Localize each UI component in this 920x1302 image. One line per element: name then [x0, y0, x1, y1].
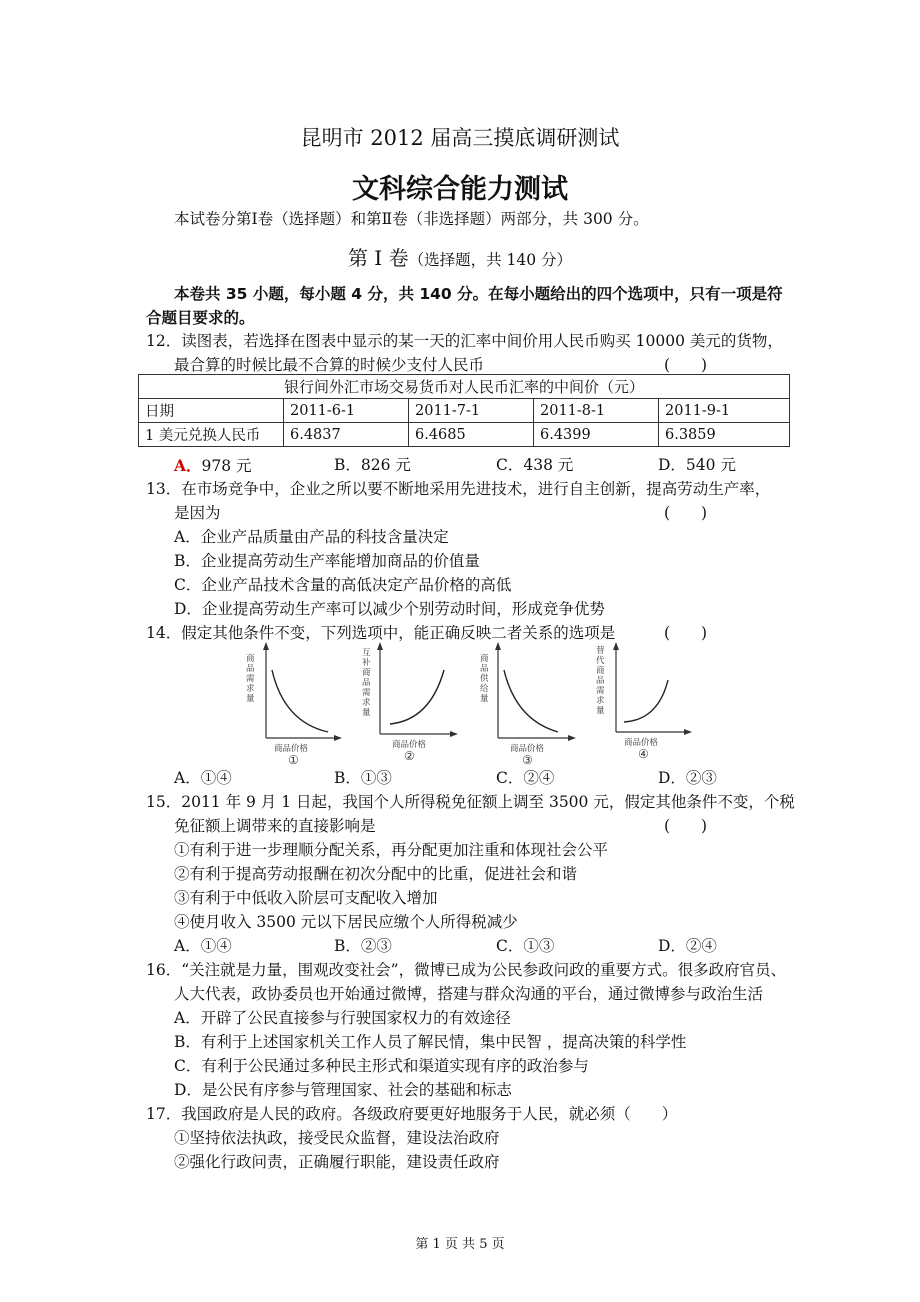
q15-option-c: C．①③ — [496, 937, 555, 955]
paper-title: 文科综合能力测试 — [352, 174, 568, 205]
q14-stem: 14．假定其他条件不变，下列选项中，能正确反映二者关系的选项是 — [146, 624, 616, 642]
table-cell: 6.4399 — [534, 423, 659, 447]
q15-option-d: D．②④ — [658, 937, 717, 955]
q15-statement-3: ③有利于中低收入阶层可支配收入增加 — [174, 889, 438, 907]
table-caption-row — [139, 375, 790, 399]
q16-option-b: B．有利于上述国家机关工作人员了解民情，集中民智 ，提高决策的科学性 — [174, 1033, 687, 1051]
graph-3-curve — [504, 670, 558, 732]
instructions-line-1: 本卷共 35 小题，每小题 4 分，共 140 分。在每小题给出的四个选项中，只有一项是符 — [174, 285, 783, 303]
graph-2-ylabel: 互补商品需求量 — [362, 648, 371, 718]
instructions-line-2: 合题目要求的。 — [146, 309, 255, 327]
q12-option-a-letter: A． — [174, 456, 202, 475]
q12-option-a-text: 978 元 — [201, 457, 252, 475]
q15-option-a: A．①④ — [174, 937, 232, 955]
q16-stem-line-2: 人大代表，政协委员也开始通过微博，搭建与群众沟通的平台，通过微博参与政治生活 — [174, 985, 764, 1003]
graph-1-xlabel: 商品价格 — [274, 744, 309, 754]
table-cell: 2011-6-1 — [284, 399, 409, 423]
graph-3-number: ③ — [522, 753, 533, 767]
graph-1 — [244, 640, 344, 768]
q17-statement-2: ②强化行政问责，正确履行职能，建设责任政府 — [174, 1153, 500, 1171]
q15-statement-4: ④使月收入 3500 元以下居民应缴个人所得税减少 — [174, 913, 518, 931]
table-cell: 1 美元兑换人民币 — [139, 423, 284, 447]
table-cell: 6.4685 — [409, 423, 534, 447]
graph-1-curve — [272, 670, 328, 732]
intro-text: 本试卷分第Ⅰ卷（选择题）和第Ⅱ卷（非选择题）两部分，共 300 分。 — [174, 210, 649, 228]
q12-option-d: D．540 元 — [658, 456, 736, 474]
q13-option-d: D．企业提高劳动生产率可以减少个别劳动时间，形成竞争优势 — [174, 600, 605, 618]
q16-option-d: D．是公民有序参与管理国家、社会的基础和标志 — [174, 1081, 512, 1099]
table-row — [139, 423, 790, 447]
q12-option-a — [174, 458, 252, 475]
graph-2-xlabel: 商品价格 — [392, 740, 427, 750]
table-caption: 银行间外汇市场交易货币对人民币汇率的中间价（元） — [139, 375, 790, 399]
table-cell: 6.3859 — [659, 423, 790, 447]
graph-4-curve — [624, 680, 668, 722]
q16-option-a: A．开辟了公民直接参与行驶国家权力的有效途径 — [174, 1009, 511, 1027]
q16-option-c: C．有利于公民通过多种民主形式和渠道实现有序的政治参与 — [174, 1057, 589, 1075]
graph-2-number: ② — [404, 749, 415, 763]
table-cell: 2011-8-1 — [534, 399, 659, 423]
q12-option-c: C．438 元 — [496, 456, 574, 474]
graph-1-number: ① — [288, 753, 299, 767]
q12-stem-line-2: 最合算的时候比最不合算的时候少支付人民币 — [174, 356, 485, 374]
q13-answer-paren: ( ) — [664, 504, 708, 522]
table-cell: 2011-9-1 — [659, 399, 790, 423]
section-subtitle: （选择题，共 140 分） — [408, 251, 573, 269]
q15-statement-1: ①有利于进一步理顺分配关系，再分配更加注重和体现社会公平 — [174, 841, 609, 859]
q14-option-c: C．②④ — [496, 769, 555, 787]
table-cell: 日期 — [139, 399, 284, 423]
q13-stem-line-2: 是因为 — [174, 504, 221, 522]
exam-title: 昆明市 2012 届高三摸底调研测试 — [300, 126, 620, 150]
q14-option-b: B．①③ — [334, 769, 392, 787]
exchange-rate-table — [138, 374, 790, 447]
q12-answer-paren: ( ) — [664, 356, 708, 374]
q15-stem-line-1: 15．2011 年 9 月 1 日起，我国个人所得税免征额上调至 3500 元，假定其他条件不变，个税 — [146, 793, 795, 811]
q15-answer-paren: ( ) — [664, 817, 708, 835]
page-number: 第 1 页 共 5 页 — [415, 1237, 505, 1252]
q13-option-c: C．企业产品技术含量的高低决定产品价格的高低 — [174, 576, 512, 594]
q14-option-d: D．②③ — [658, 769, 717, 787]
q15-statement-2: ②有利于提高劳动报酬在初次分配中的比重，促进社会和谐 — [174, 865, 578, 883]
graph-4-xlabel: 商品价格 — [624, 738, 659, 748]
graph-3 — [478, 640, 578, 768]
q14-answer-paren: ( ) — [664, 624, 708, 642]
table-header-row — [139, 399, 790, 423]
table-cell: 6.4837 — [284, 423, 409, 447]
q17-stem: 17．我国政府是人民的政府。各级政府要更好地服务于人民，就必须（ ） — [146, 1105, 678, 1123]
q13-option-b: B．企业提高劳动生产率能增加商品的价值量 — [174, 552, 480, 570]
q16-stem-line-1: 16．“关注就是力量，围观改变社会”，微博已成为公民参政问政的重要方式。很多政府官员、 — [146, 961, 787, 979]
graph-4-number: ④ — [638, 747, 649, 761]
graph-2 — [360, 640, 460, 768]
q15-stem-line-2: 免征额上调带来的直接影响是 — [174, 817, 376, 835]
section-title: 第 Ⅰ 卷 — [347, 246, 409, 270]
q12-stem-line-1: 12．读图表，若选择在图表中显示的某一天的汇率中间价用人民币购买 10000 美元的货物， — [146, 332, 783, 350]
graph-4 — [594, 640, 694, 768]
graph-3-xlabel: 商品价格 — [510, 744, 545, 754]
q14-option-a: A．①④ — [174, 769, 232, 787]
graph-4-ylabel: 替代商品需求量 — [596, 646, 605, 716]
graph-1-ylabel: 商品需求量 — [246, 654, 255, 704]
table-cell: 2011-7-1 — [409, 399, 534, 423]
q15-option-b: B．②③ — [334, 937, 392, 955]
q17-statement-1: ①坚持依法执政，接受民众监督，建设法治政府 — [174, 1129, 500, 1147]
q12-option-b: B．826 元 — [334, 456, 411, 474]
q13-stem-line-1: 13．在市场竞争中，企业之所以要不断地采用先进技术，进行自主创新，提高劳动生产率， — [146, 480, 771, 498]
graph-3-ylabel: 商品供给量 — [480, 654, 489, 704]
graph-2-curve — [390, 670, 444, 724]
q13-option-a: A．企业产品质量由产品的科技含量决定 — [174, 528, 449, 546]
section-heading — [0, 248, 920, 269]
